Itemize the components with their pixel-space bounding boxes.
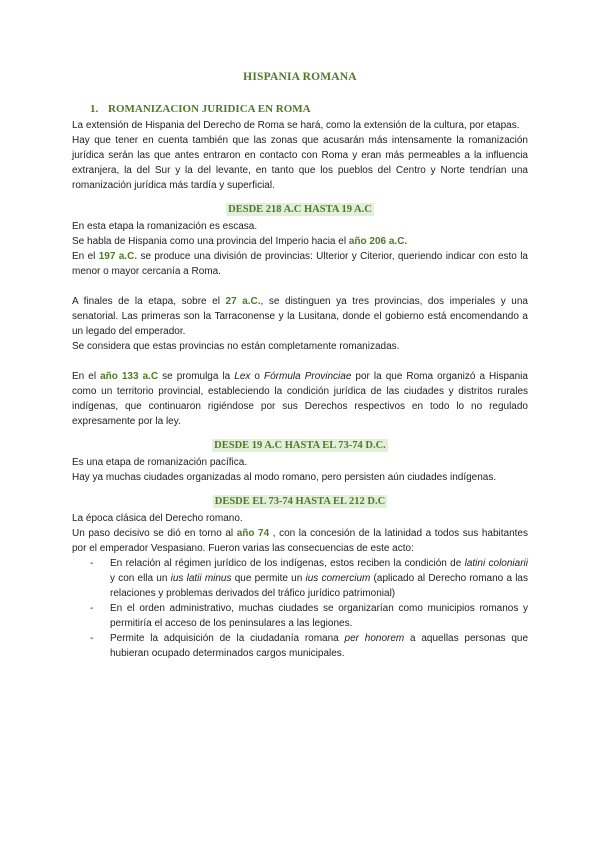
paragraph: Hay que tener en cuenta también que las zonas que acusarán más intensamente la romanización jurídica serán las que antes entraron en contacto con Roma y eran más permeables a la influencia extranjera, la del Sur y la del levante, en tanto que los pueblos del Centro y Norte tendrían una romanización jurídica más tardía y superficial. (72, 135, 528, 191)
highlight-date: 197 a.C. (98, 251, 138, 262)
stage-heading: DESDE 19 A.C HASTA EL 73-74 D.C. (214, 440, 386, 451)
list-item: - En el orden administrativo, muchas ciudades se organizarían como municipios romanos y permitiría el acceso de los peninsulares a las legiones. (90, 603, 528, 629)
section-heading (72, 101, 528, 118)
paragraph: La época clásica del Derecho romano. (72, 513, 243, 524)
paragraph: A finales de la etapa, sobre el 27 a.C., se distinguen ya tres provincias, dos imperiales y una senatorial. Las primeras son la Tarraconense y la Lusitana, donde el gobierno está encomendando a un legado del emperador. (72, 296, 528, 337)
paragraph: Es una etapa de romanización pacífica. (72, 457, 248, 468)
dash-bullet: - (90, 633, 94, 644)
highlight-date: año 74 (236, 528, 270, 539)
paragraph: Se considera que estas provincias no están completamente romanizadas. (72, 341, 400, 352)
spacer (72, 279, 528, 294)
paragraph: Un paso decisivo se dió en torno al año 74 , con la concesión de la latinidad a todos sus habitantes por el emperador Vespasiano. Fueron varias las consecuencias de este acto: (72, 528, 528, 554)
spacer (72, 354, 528, 369)
section-number: 1. (90, 103, 99, 115)
highlight-date: 27 a.C. (225, 296, 261, 307)
list-item: - Permite la adquisición de la ciudadanía romana per honorem a aquellas personas que hubieran ocupado determinados cargos municipales. (90, 633, 529, 659)
dash-bullet: - (90, 603, 94, 614)
paragraph: Hay ya muchas ciudades organizadas al modo romano, pero persisten aún ciudades indígenas. (72, 472, 497, 483)
list-item: - En relación al régimen jurídico de los indígenas, estos reciben la condición de latini coloniarii y con ella un ius latii minus que permite un ius comercium (aplicado al Derecho romano a las relaciones y problemas derivados del tráfico jurídico patrimonial) (90, 558, 528, 599)
stage-heading: DESDE 218 A.C HASTA 19 A.C (228, 204, 372, 215)
section-heading-text: ROMANIZACION JURIDICA EN ROMA (108, 103, 311, 115)
document-title: HISPANIA ROMANA (243, 71, 357, 83)
paragraph: En el 197 a.C. se produce una división de provincias: Ulterior y Citerior, queriendo indicar con esto la menor o mayor cercanía a Roma. (72, 251, 528, 277)
paragraph: En el año 133 a.C se promulga la Lex o Fórmula Provinciae por la que Roma organizó a Hispania como un territorio provincial, estableciendo la condición jurídica de las ciudades y distritos rurales indígenas, que continuaron rigiéndose por sus Derechos respectivos en todo lo no regulado expresamente por la ley. (72, 371, 528, 427)
dash-bullet: - (90, 558, 94, 569)
highlight-date: año 206 a.C. (348, 236, 408, 247)
paragraph: La extensión de Hispania del Derecho de Roma se hará, como la extensión de la cultura, por etapas. (72, 120, 520, 131)
paragraph: En esta etapa la romanización es escasa. (72, 221, 258, 232)
consequence-list (72, 556, 528, 661)
paragraph: Se habla de Hispania como una provincia del Imperio hacia el año 206 a.C. (72, 236, 408, 247)
stage-heading: DESDE EL 73-74 HASTA EL 212 D.C (214, 496, 386, 507)
highlight-date: año 133 a.C (100, 371, 159, 382)
document-body (72, 70, 528, 661)
